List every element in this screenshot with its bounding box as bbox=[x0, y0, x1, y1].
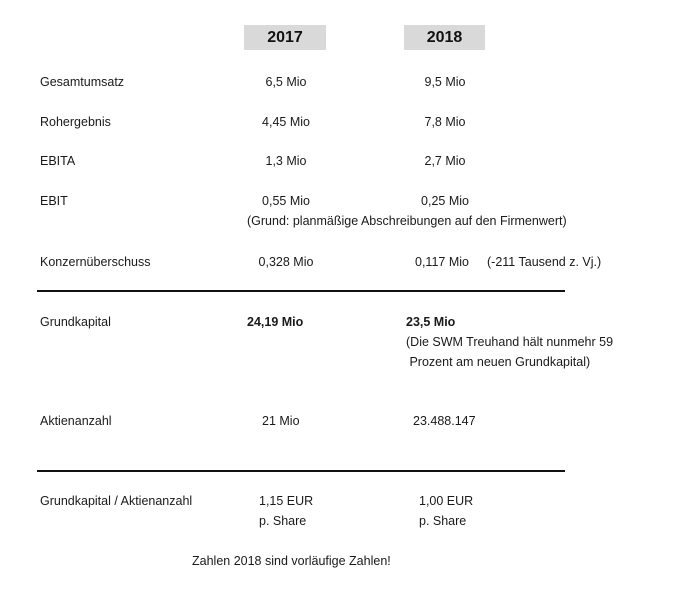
value-2018: 9,5 Mio bbox=[424, 75, 466, 89]
value-2018: 23.488.147 bbox=[413, 414, 476, 428]
value-2018: 7,8 Mio bbox=[424, 115, 466, 129]
year-label: 2017 bbox=[267, 28, 303, 46]
row-note: (-211 Tausend z. Vj.) bbox=[487, 255, 602, 269]
value-2017: 21 Mio bbox=[262, 414, 300, 428]
divider bbox=[37, 290, 565, 292]
row-note: (Grund: planmäßige Abschreibungen auf den Firmenwert) bbox=[247, 214, 567, 228]
row-label: Konzernüberschuss bbox=[40, 255, 151, 269]
value-2017: 1,3 Mio bbox=[265, 154, 307, 168]
row-label: Aktienanzahl bbox=[40, 414, 112, 428]
divider bbox=[37, 470, 565, 472]
unit-2018: p. Share bbox=[419, 514, 467, 528]
value-2018: 1,00 EUR bbox=[419, 494, 474, 508]
value-2017: 24,19 Mio bbox=[247, 315, 304, 329]
value-2018: 0,117 Mio bbox=[415, 255, 469, 269]
year-header-2018 bbox=[404, 25, 485, 50]
value-2018: 2,7 Mio bbox=[424, 154, 466, 168]
row-note-line2: Prozent am neuen Grundkapital) bbox=[406, 355, 591, 369]
value-2017: 0,55 Mio bbox=[262, 194, 310, 208]
year-header-2017 bbox=[244, 25, 326, 50]
row-label: EBIT bbox=[40, 194, 68, 208]
value-2017: 6,5 Mio bbox=[265, 75, 307, 89]
unit-2017: p. Share bbox=[259, 514, 307, 528]
value-2017: 4,45 Mio bbox=[262, 115, 310, 129]
row-note-line1: (Die SWM Treuhand hält nunmehr 59 bbox=[406, 335, 614, 349]
value-2017: 0,328 Mio bbox=[258, 255, 314, 269]
row-label: Grundkapital / Aktienanzahl bbox=[40, 494, 193, 508]
value-2017: 1,15 EUR bbox=[259, 494, 314, 508]
footer-note: Zahlen 2018 sind vorläufige Zahlen! bbox=[192, 554, 391, 568]
value-2018: 23,5 Mio bbox=[406, 315, 456, 329]
value-2018: 0,25 Mio bbox=[421, 194, 469, 208]
row-label: Gesamtumsatz bbox=[40, 75, 125, 89]
year-label: 2018 bbox=[426, 28, 463, 46]
row-label: EBITA bbox=[40, 154, 76, 168]
row-label: Grundkapital bbox=[40, 315, 111, 329]
row-label: Rohergebnis bbox=[40, 115, 111, 129]
